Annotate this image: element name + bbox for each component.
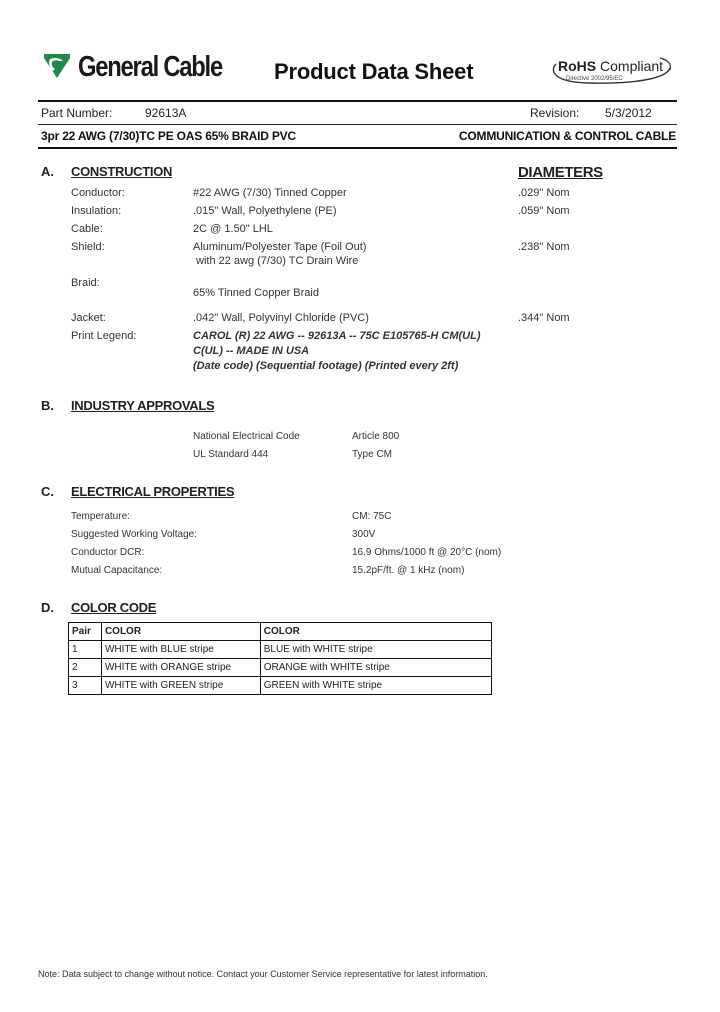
print-legend-line-1: CAROL (R) 22 AWG -- 92613A -- 75C E105765-H CM(UL) [193,330,481,342]
section-a-letter: A. [41,164,54,179]
shield-diameter: .238" Nom [518,241,570,253]
electrical-properties-title: ELECTRICAL PROPERTIES [71,484,235,499]
approval-name: UL Standard 444 [193,449,269,460]
color-cell: WHITE with ORANGE stripe [101,659,260,677]
jacket-diameter: .344" Nom [518,312,570,324]
part-number-label: Part Number: [41,106,113,120]
conductor-value: #22 AWG (7/30) Tinned Copper [193,187,347,199]
rohs-compliant-badge [548,56,674,84]
column-header: Pair [69,623,102,641]
pair-cell: 1 [69,641,102,659]
revision-label: Revision: [530,106,580,120]
header-bottom-rule [38,147,677,149]
section-d-letter: D. [41,600,54,615]
revision-value: 5/3/2012 [605,106,652,120]
insulation-value: .015" Wall, Polyethylene (PE) [193,205,337,217]
electrical-label: Temperature: [71,511,130,522]
general-cable-logo-icon [42,50,72,85]
print-legend-line-3: (Date code) (Sequential footage) (Printed every 2ft) [193,360,459,372]
pair-cell: 3 [69,677,102,695]
table-row [69,677,492,695]
header-rule [38,100,677,102]
electrical-value: 15.2pF/ft. @ 1 kHz (nom) [352,565,465,576]
shield-value-1: Aluminum/Polyester Tape (Foil Out) [193,241,367,253]
electrical-label: Mutual Capacitance: [71,565,163,576]
print-legend-line-2: C(UL) -- MADE IN USA [193,345,310,357]
print-legend-label: Print Legend: [71,330,137,342]
color-cell: GREEN with WHITE stripe [260,677,491,695]
electrical-label: Suggested Working Voltage: [71,529,198,540]
pair-cell: 2 [69,659,102,677]
cable-label: Cable: [71,223,103,235]
column-header: COLOR [101,623,260,641]
rohs-label: RoHS Compliant [558,58,664,74]
table-row [69,659,492,677]
header-divider [38,124,677,125]
column-header: COLOR [260,623,491,641]
jacket-label: Jacket: [71,312,106,324]
approval-name: National Electrical Code [193,431,300,442]
conductor-label: Conductor: [71,187,125,199]
table-header-row [69,623,492,641]
shield-label: Shield: [71,241,105,253]
electrical-value: 16.9 Ohms/1000 ft @ 20°C (nom) [352,547,502,558]
document-title: Product Data Sheet [274,59,474,84]
construction-title: CONSTRUCTION [71,164,173,179]
color-cell: ORANGE with WHITE stripe [260,659,491,677]
shield-value-2: with 22 awg (7/30) TC Drain Wire [196,255,359,267]
color-code-title: COLOR CODE [71,600,157,615]
company-logo [42,50,254,85]
jacket-value: .042" Wall, Polyvinyl Chloride (PVC) [193,312,369,324]
braid-value: 65% Tinned Copper Braid [193,287,319,299]
braid-label: Braid: [71,277,100,289]
cable-value: 2C @ 1.50" LHL [193,223,273,235]
diameters-title: DIAMETERS [518,164,603,181]
color-cell: BLUE with WHITE stripe [260,641,491,659]
insulation-label: Insulation: [71,205,122,217]
electrical-value: 300V [352,529,376,540]
color-code-table [68,622,492,695]
conductor-diameter: .029" Nom [518,187,570,199]
electrical-value: CM: 75C [352,511,392,522]
product-description: 3pr 22 AWG (7/30)TC PE OAS 65% BRAID PVC [41,129,296,143]
section-b-letter: B. [41,398,54,413]
color-cell: WHITE with BLUE stripe [101,641,260,659]
approval-value: Type CM [352,449,393,460]
table-row [69,641,492,659]
part-number-value: 92613A [145,106,187,120]
approval-value: Article 800 [352,431,400,442]
insulation-diameter: .059" Nom [518,205,570,217]
color-cell: WHITE with GREEN stripe [101,677,260,695]
industry-approvals-title: INDUSTRY APPROVALS [71,398,215,413]
electrical-label: Conductor DCR: [71,547,145,558]
company-name: General Cable [78,51,222,83]
rohs-directive: Directive 2002/95/EC [566,76,623,82]
footer-note: Note: Data subject to change without notice. Contact your Customer Service representative for latest information. [38,969,488,979]
section-c-letter: C. [41,484,54,499]
product-category: COMMUNICATION & CONTROL CABLE [458,129,676,143]
